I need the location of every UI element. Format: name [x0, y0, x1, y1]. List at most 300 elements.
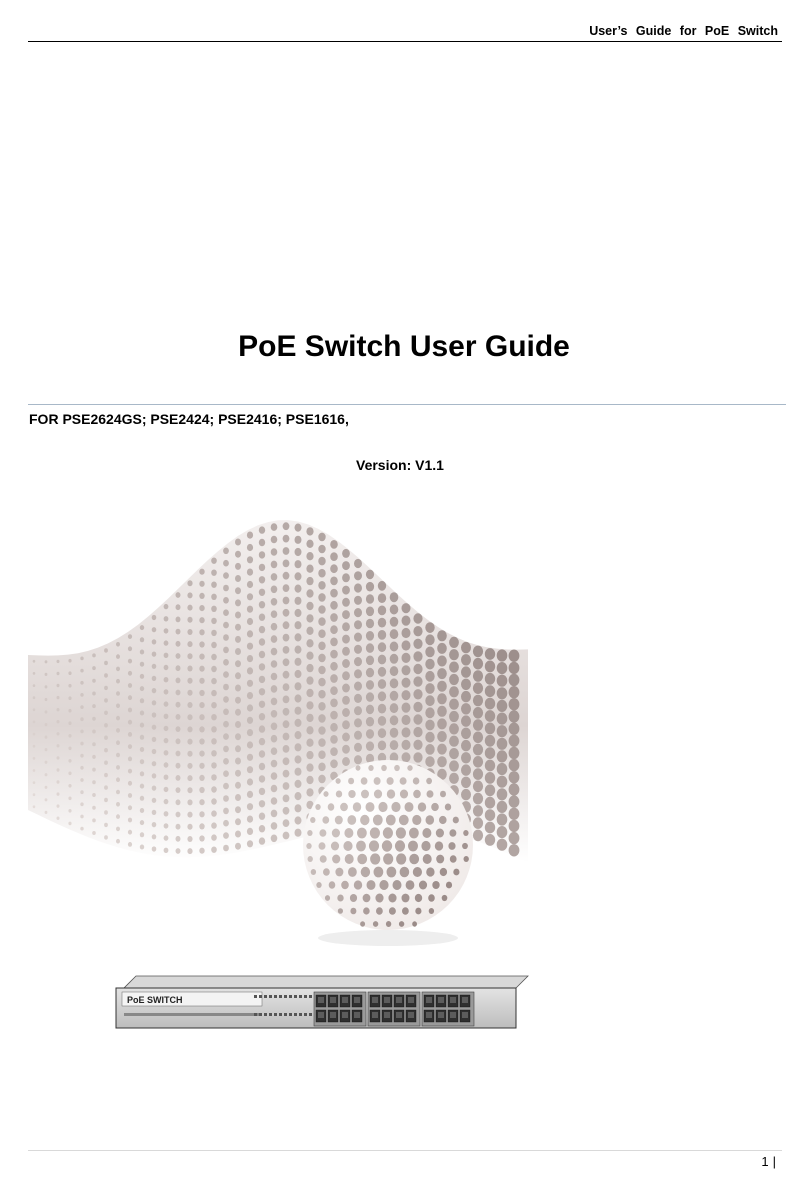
wave-dot	[140, 808, 144, 813]
wave-dot	[80, 778, 83, 782]
wave-dot	[199, 751, 204, 757]
wave-dot	[318, 775, 325, 784]
wave-dot	[80, 693, 83, 697]
wave-dot	[45, 698, 48, 701]
wave-dot	[140, 674, 144, 679]
wave-dot	[247, 680, 253, 687]
wave-dot	[104, 748, 108, 752]
wave-dot	[413, 676, 422, 686]
wave-dot	[92, 704, 96, 708]
wave-dot	[283, 832, 290, 840]
sphere-dot	[347, 815, 356, 825]
wave-dot	[33, 757, 36, 760]
wave-dot	[176, 714, 181, 720]
wave-dot	[92, 818, 96, 822]
sphere-dot	[396, 853, 406, 864]
sphere-dot	[376, 907, 383, 915]
wave-dot	[223, 622, 229, 629]
wave-dot	[259, 763, 265, 770]
wave-dot	[318, 763, 325, 772]
sphere-shadow	[318, 930, 458, 946]
wave-dot	[390, 654, 399, 664]
wave-dot	[497, 801, 508, 813]
wave-dot	[402, 690, 411, 700]
sphere-dot	[332, 855, 340, 864]
wave-dot	[271, 523, 278, 531]
wave-dot	[295, 829, 302, 837]
wave-dot	[402, 665, 411, 675]
wave-dot	[187, 690, 192, 696]
wave-dot	[211, 678, 217, 684]
wave-dot	[164, 677, 169, 682]
wave-dot	[390, 678, 399, 688]
wave-dot	[33, 696, 36, 699]
port-socket	[354, 997, 360, 1003]
wave-dot	[318, 738, 325, 747]
wave-dot	[33, 684, 36, 687]
wave-dot	[152, 652, 157, 657]
wave-dot	[283, 683, 290, 691]
wave-dot	[223, 832, 229, 839]
wave-dot	[116, 642, 120, 647]
wave-dot	[128, 818, 132, 823]
wave-dot	[354, 682, 362, 691]
wave-dot	[461, 764, 471, 775]
wave-dot	[318, 666, 325, 675]
wave-dot	[509, 771, 520, 783]
wave-dot	[295, 707, 302, 715]
wave-dot	[68, 734, 71, 738]
wave-dot	[295, 804, 302, 812]
wave-dot	[259, 837, 265, 844]
sphere-dot	[386, 921, 391, 927]
wave-dot	[271, 810, 278, 818]
wave-dot	[116, 704, 120, 709]
wave-dot	[199, 569, 204, 575]
wave-dot	[342, 720, 350, 729]
wave-dot	[223, 684, 229, 691]
port-socket	[462, 1012, 468, 1018]
wave-dot	[366, 607, 374, 617]
wave-dot	[283, 745, 290, 753]
wave-dot	[104, 711, 108, 715]
wave-dot	[140, 723, 144, 728]
wave-dot	[199, 775, 204, 781]
wave-dot	[152, 749, 157, 754]
wave-dot	[437, 656, 447, 667]
port-socket	[384, 1012, 390, 1018]
wave-dot	[295, 621, 302, 629]
wave-dot	[116, 728, 120, 733]
wave-dot	[235, 782, 241, 789]
wave-dot	[140, 637, 144, 642]
wave-dot	[259, 663, 265, 670]
wave-dot	[473, 830, 483, 842]
wave-dot	[497, 826, 508, 838]
wave-dot	[437, 718, 447, 729]
wave-dot	[271, 797, 278, 805]
wave-dot	[33, 660, 36, 663]
sphere-dot	[361, 867, 370, 877]
wave-dot	[318, 557, 325, 566]
wave-dot	[342, 684, 350, 693]
wave-dot	[104, 723, 108, 727]
wave-dot	[57, 660, 60, 663]
wave-dot	[211, 594, 217, 600]
sphere-dot	[336, 791, 342, 798]
wave-dot	[306, 701, 313, 709]
wave-dot	[342, 708, 350, 717]
wave-dot	[211, 654, 217, 660]
wave-dot	[330, 747, 338, 756]
wave-dot	[330, 540, 338, 549]
title-divider	[28, 404, 786, 405]
wave-dot	[128, 842, 132, 847]
wave-dot	[259, 551, 265, 558]
wave-dot	[354, 669, 362, 678]
port-socket	[342, 1012, 348, 1018]
wave-dot	[271, 610, 278, 618]
wave-dot	[378, 606, 386, 616]
status-led	[284, 995, 287, 998]
wave-dot	[223, 783, 229, 790]
wave-dot	[247, 803, 253, 810]
wave-dot	[461, 715, 471, 726]
sphere-dot	[374, 867, 384, 878]
wave-dot	[176, 738, 181, 744]
wave-dot	[461, 728, 471, 739]
sphere-dot	[311, 869, 316, 875]
wave-dot	[378, 593, 386, 603]
model-list: FOR PSE2624GS; PSE2424; PSE2416; PSE1616,	[29, 411, 349, 427]
status-led	[299, 995, 302, 998]
wave-dot	[128, 659, 132, 664]
wave-dot	[247, 766, 253, 773]
wave-dot	[259, 775, 265, 782]
wave-dot	[366, 668, 374, 678]
wave-dot	[259, 813, 265, 820]
wave-dot	[140, 650, 144, 655]
status-led	[269, 1013, 272, 1016]
wave-dot	[80, 657, 83, 661]
wave-dot	[104, 736, 108, 740]
wave-dot	[45, 786, 48, 789]
wave-dot	[140, 747, 144, 752]
wave-dot	[164, 701, 169, 706]
wave-dot	[33, 793, 36, 796]
wave-dot	[271, 698, 278, 706]
wave-dot	[259, 626, 265, 633]
wave-dot	[235, 612, 241, 619]
wave-dot	[104, 673, 108, 677]
sphere-dot	[436, 829, 444, 838]
wave-dot	[271, 536, 278, 544]
sphere-dot	[421, 841, 430, 851]
wave-dot	[342, 561, 350, 570]
wave-dot	[140, 686, 144, 691]
sphere-dot	[428, 894, 435, 901]
wave-dot	[425, 683, 434, 694]
wave-dot	[187, 751, 192, 757]
sphere-dot	[345, 854, 354, 864]
wave-dot	[330, 759, 338, 768]
wave-dot	[378, 667, 386, 677]
sphere-dot	[426, 815, 435, 824]
wave-dot	[378, 716, 386, 726]
wave-dot	[259, 701, 265, 708]
wave-dot	[390, 728, 399, 738]
wave-dot	[449, 686, 459, 697]
wave-dot	[318, 750, 325, 759]
wave-dot	[223, 696, 229, 703]
wave-dot	[176, 629, 181, 635]
wave-dot	[318, 678, 325, 687]
wave-dot	[402, 616, 411, 626]
wave-dot	[485, 809, 495, 821]
port-socket	[342, 997, 348, 1003]
wave-dot	[354, 694, 362, 703]
wave-dot	[164, 653, 169, 658]
sphere-dot	[361, 790, 369, 799]
wave-dot	[199, 823, 204, 829]
wave-dot	[128, 720, 132, 725]
wave-dot	[223, 758, 229, 765]
wave-dot	[140, 625, 144, 630]
sphere-dot	[354, 880, 362, 889]
wave-dot	[342, 586, 350, 595]
wave-dot	[295, 572, 302, 580]
sphere-dot	[368, 765, 373, 771]
wave-dot	[176, 604, 181, 610]
wave-dot	[164, 738, 169, 743]
wave-dot	[306, 589, 313, 597]
wave-dot	[283, 621, 290, 629]
wave-dot	[259, 614, 265, 621]
sphere-dot	[369, 840, 379, 851]
wave-dot	[92, 768, 96, 772]
sphere-dot	[418, 802, 426, 811]
wave-dot	[473, 793, 483, 805]
wave-dot	[485, 747, 495, 759]
wave-dot	[354, 583, 362, 592]
wave-dot	[485, 797, 495, 809]
wave-dot	[164, 799, 169, 804]
sphere-dot	[431, 803, 439, 811]
wave-dot	[68, 721, 71, 725]
wave-dot	[461, 740, 471, 751]
wave-dot	[57, 817, 60, 820]
wave-dot	[271, 548, 278, 556]
wave-dot	[295, 743, 302, 751]
wave-dot	[295, 585, 302, 593]
status-led	[279, 1013, 282, 1016]
sphere-dot	[436, 855, 444, 864]
wave-dot	[152, 712, 157, 717]
sphere-dot	[412, 921, 417, 926]
wave-dot	[402, 640, 411, 650]
wave-dot	[128, 683, 132, 688]
wave-dot	[378, 630, 386, 640]
wave-dot	[366, 570, 374, 580]
sphere-dot	[422, 828, 431, 838]
wave-dot	[92, 793, 96, 797]
sphere-dot	[426, 778, 432, 784]
wave-dot	[449, 699, 459, 710]
wave-dot	[378, 679, 386, 689]
wave-dot	[104, 823, 108, 827]
wave-dot	[354, 755, 362, 764]
port-socket	[426, 997, 432, 1003]
wave-dot	[295, 768, 302, 776]
wave-dot	[318, 654, 325, 663]
wave-dot	[68, 696, 71, 700]
wave-dot	[33, 745, 36, 748]
sphere-dot	[310, 817, 315, 823]
wave-dot	[413, 664, 422, 674]
sphere-dot	[367, 880, 376, 890]
sphere-dot	[453, 817, 459, 824]
footer-divider	[28, 1150, 782, 1151]
wave-dot	[366, 741, 374, 751]
wave-dot	[80, 754, 83, 758]
wave-dot	[318, 545, 325, 554]
wave-dot	[92, 806, 96, 810]
wave-dot	[295, 524, 302, 532]
wave-dot	[199, 629, 204, 635]
wave-dot	[235, 599, 241, 606]
wave-dot	[342, 696, 350, 705]
wave-dot	[306, 614, 313, 622]
wave-dot	[247, 544, 253, 551]
wave-dot	[306, 602, 313, 610]
wave-dot	[318, 629, 325, 638]
wave-dot	[449, 674, 459, 685]
wave-dot	[283, 708, 290, 716]
sphere-dot	[319, 842, 326, 850]
wave-dot	[235, 843, 241, 850]
wave-dot	[437, 731, 447, 742]
wave-dot	[45, 811, 48, 814]
wave-dot	[152, 798, 157, 803]
wave-dot	[318, 605, 325, 614]
wave-dot	[509, 710, 520, 722]
wave-dot	[306, 540, 313, 548]
port-socket	[408, 997, 414, 1003]
wave-dot	[199, 848, 204, 854]
wave-dot	[259, 825, 265, 832]
wave-dot	[271, 747, 278, 755]
wave-dot	[164, 835, 169, 840]
wave-dot	[473, 768, 483, 780]
wave-dot	[187, 702, 192, 708]
wave-dot	[128, 744, 132, 749]
wave-dot	[116, 839, 120, 844]
wave-dot	[199, 738, 204, 744]
wave-dot	[116, 814, 120, 819]
sphere-dot	[388, 894, 396, 903]
sphere-dot	[464, 856, 469, 862]
wave-dot	[271, 586, 278, 594]
wave-dot	[330, 686, 338, 695]
wave-dot	[271, 835, 278, 843]
wave-dot	[509, 795, 520, 807]
wave-dot	[57, 756, 60, 759]
wave-dot	[164, 726, 169, 731]
status-led	[259, 995, 262, 998]
sphere-dot	[348, 790, 355, 798]
wave-dot	[33, 672, 36, 675]
wave-dot	[342, 659, 350, 668]
wave-dot	[140, 845, 144, 850]
wave-dot	[116, 777, 120, 782]
wave-dot	[509, 662, 520, 674]
sphere-dot	[320, 855, 327, 863]
wave-dot	[390, 592, 399, 602]
wave-dot	[354, 633, 362, 642]
port-socket	[330, 997, 336, 1003]
wave-dot	[116, 802, 120, 807]
sphere-dot	[415, 894, 422, 902]
wave-dot	[318, 642, 325, 651]
wave-dot	[164, 628, 169, 633]
wave-dot	[68, 822, 71, 826]
wave-dot	[509, 759, 520, 771]
sphere-dot	[343, 841, 352, 851]
wave-dot	[187, 714, 192, 720]
wave-dot	[306, 676, 313, 684]
wave-dot	[318, 690, 325, 699]
wave-dot	[199, 605, 204, 611]
sphere-dot	[449, 829, 456, 837]
wave-dot	[425, 707, 434, 718]
wave-dot	[283, 572, 290, 580]
wave-dot	[271, 723, 278, 731]
wave-dot	[176, 665, 181, 671]
wave-dot	[342, 733, 350, 742]
wave-dot	[306, 739, 313, 747]
wave-dot	[45, 660, 48, 663]
wave-dot	[211, 630, 217, 636]
wave-dot	[485, 822, 495, 834]
wave-dot	[80, 669, 83, 673]
wave-dot	[176, 799, 181, 805]
wave-dot	[271, 660, 278, 668]
wave-dot	[295, 560, 302, 568]
sphere-dot	[361, 777, 368, 784]
sphere-dot	[329, 881, 336, 888]
wave-dot	[390, 740, 399, 750]
wave-dot	[199, 678, 204, 684]
wave-dot	[473, 682, 483, 694]
wave-dot	[68, 659, 71, 663]
dotted-sphere	[303, 760, 473, 946]
status-led	[304, 995, 307, 998]
sphere-dot	[445, 804, 451, 811]
wave-dot	[390, 629, 399, 639]
wave-dot	[318, 726, 325, 735]
sphere-dot	[462, 843, 468, 849]
wave-dot	[259, 589, 265, 596]
wave-dot	[295, 670, 302, 678]
wave-dot	[306, 552, 313, 560]
wave-dot	[437, 693, 447, 704]
status-led	[294, 1013, 297, 1016]
wave-dot	[247, 741, 253, 748]
wave-dot	[283, 560, 290, 568]
wave-dot	[152, 627, 157, 632]
sphere-dot	[399, 921, 404, 927]
wave-dot	[295, 755, 302, 763]
